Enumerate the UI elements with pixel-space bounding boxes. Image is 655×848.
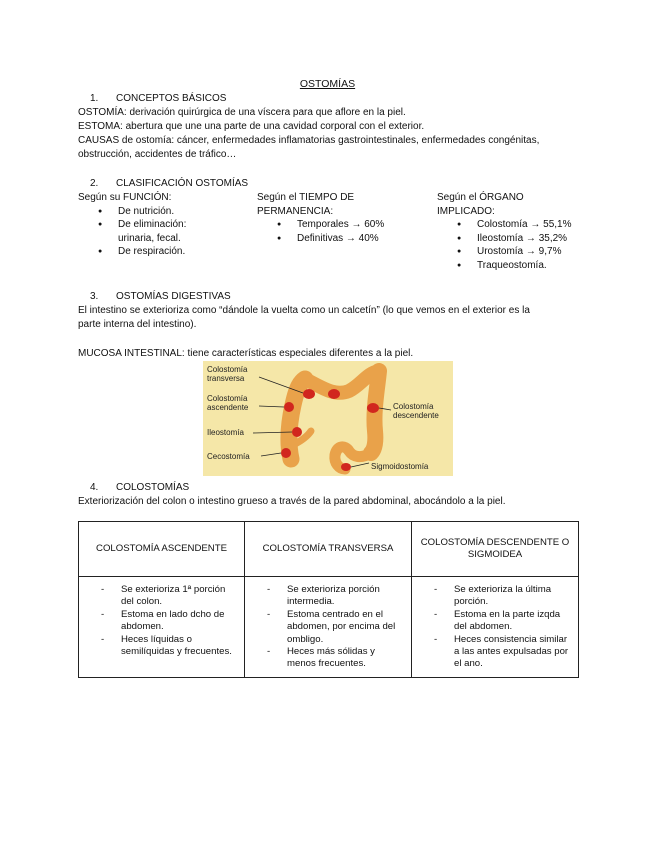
ostomia-definition: OSTOMÍA: derivación quirúrgica de una víscera para que aflore en la piel. (78, 107, 406, 118)
section-number: 3. (90, 291, 99, 302)
causas-line-1: CAUSAS de ostomía: cáncer, enfermedades inflamatorias gastrointestinales, enfermedades congénitas, (78, 135, 540, 146)
section-number: 4. (90, 482, 99, 493)
section-2-heading (90, 177, 248, 190)
estoma-definition: ESTOMA: abertura que une una parte de una cavidad corporal con el exterior. (78, 121, 425, 132)
section-title: CONCEPTOS BÁSICOS (116, 93, 227, 104)
label-descendente-1: Colostomía (393, 402, 434, 411)
stoma-ascendente (284, 402, 294, 412)
colostomy-definition: Exteriorización del colon o intestino grueso a través de la pared abdominal, abocándolo a la piel. (78, 496, 506, 507)
section-number: 1. (90, 93, 99, 104)
stoma-cecostomia (281, 448, 291, 458)
section-3-heading (90, 290, 231, 303)
list-item: - Heces líquidas o semilíquidas y frecuentes. (85, 634, 240, 659)
list-item: - Se exterioriza porción intermedia. (251, 584, 407, 609)
organ-list (437, 218, 607, 272)
colon-ostomy-diagram (203, 361, 453, 476)
table-header-row (79, 522, 579, 577)
list-item-continuation: urinaria, fecal. (118, 232, 181, 244)
mucosa-text: MUCOSA INTESTINAL: tiene características especiales diferentes a la piel. (78, 348, 414, 359)
list-item: ● Urostomía → 9,7% (437, 245, 607, 259)
section-1-heading (90, 92, 226, 105)
list-item: - Se exterioriza 1ª porción del colon. (85, 584, 240, 609)
list-item-text: De eliminación: (118, 219, 187, 230)
label-transversa-2: transversa (207, 374, 245, 383)
section-title: COLOSTOMÍAS (116, 482, 190, 493)
label-sigmoidostomia: Sigmoidostomía (371, 462, 429, 471)
colostomy-table (78, 521, 579, 678)
stoma-ileostomia (292, 427, 302, 437)
table-cell-ascendente (79, 577, 245, 678)
column-header-cont: IMPLICADO: (437, 205, 495, 217)
column-header: Según el TIEMPO DE (257, 192, 355, 203)
causas-line-2: obstrucción, accidentes de tráfico… (78, 149, 237, 160)
digestive-text-line-2: parte interna del intestino). (78, 319, 197, 330)
stoma-descendente (367, 403, 379, 413)
list-item: - Heces consistencia similar a las antes expulsadas por el ano. (418, 634, 574, 671)
list-item: ● Traqueostomía. (437, 259, 607, 273)
list-item: ● Colostomía → 55,1% (437, 218, 607, 232)
colon-shape (289, 371, 379, 469)
classification-time-column (257, 191, 427, 245)
stoma-transversa (303, 389, 315, 399)
list-item: - Estoma en lado dcho de abdomen. (85, 609, 240, 634)
table-cell-descendente (412, 577, 579, 678)
section-title: OSTOMÍAS DIGESTIVAS (116, 291, 231, 302)
column-header-cont: PERMANENCIA: (257, 205, 334, 217)
classification-organ-column (437, 191, 607, 272)
label-ascendente-1: Colostomía (207, 394, 248, 403)
stoma-sigmoidostomia (341, 463, 351, 471)
list-item: ● Temporales → 60% (257, 218, 427, 232)
column-header: Según el ÓRGANO (437, 192, 524, 203)
stoma-transversa-2 (328, 389, 340, 399)
column-header: Según su FUNCIÓN: (78, 192, 172, 203)
list-item: - Estoma centrado en el abdomen, por encima del ombligo. (251, 609, 407, 646)
section-number: 2. (90, 178, 99, 189)
classification-function-column (78, 191, 248, 259)
list-item: ● De respiración. (78, 245, 248, 259)
label-cecostomia: Cecostomía (207, 452, 250, 461)
table-header-descendente: COLOSTOMÍA DESCENDENTE O SIGMOIDEA (412, 522, 579, 577)
label-descendente-2: descendente (393, 411, 439, 420)
label-ileostomia: Ileostomía (207, 428, 244, 437)
digestive-text-line-1: El intestino se exterioriza como “dándole la vuelta como un calcetín” (lo que vemos en el exterior es la (78, 305, 530, 316)
table-cell-transversa (245, 577, 412, 678)
label-ascendente-2: ascendente (207, 403, 249, 412)
list-item: - Estoma en la parte izqda del abdomen. (418, 609, 574, 634)
list-item: ● Definitivas → 40% (257, 232, 427, 246)
list-item: ● De nutrición. (78, 205, 248, 219)
table-header-ascendente: COLOSTOMÍA ASCENDENTE (79, 522, 245, 577)
table-header-transversa: COLOSTOMÍA TRANSVERSA (245, 522, 412, 577)
table-row (79, 577, 579, 678)
label-transversa-1: Colostomía (207, 365, 248, 374)
section-4-heading (90, 481, 189, 494)
list-item: - Se exterioriza la última porción. (418, 584, 574, 609)
list-item (78, 218, 248, 245)
list-item: - Heces más sólidas y menos frecuentes. (251, 646, 407, 671)
function-list (78, 205, 248, 259)
page-title: OSTOMÍAS (299, 78, 356, 90)
list-item: ● Ileostomía → 35,2% (437, 232, 607, 246)
colon-diagram-svg (203, 361, 453, 476)
section-title: CLASIFICACIÓN OSTOMÍAS (116, 178, 249, 189)
time-list (257, 218, 427, 245)
